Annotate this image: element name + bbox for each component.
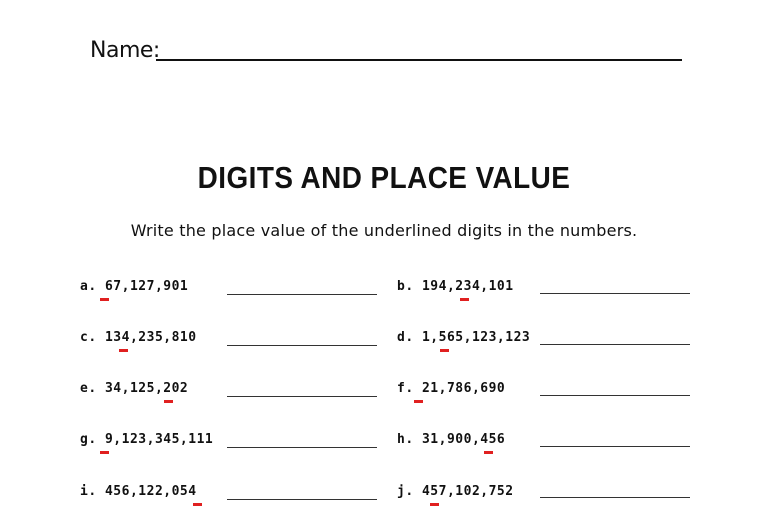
answer-line-e[interactable] [227,396,377,397]
underline-mark [484,451,493,454]
underline-mark [460,298,469,301]
answer-line-h[interactable] [540,446,690,447]
answer-line-c[interactable] [227,345,377,346]
name-label: Name: [90,38,160,63]
underline-mark [119,349,128,352]
instructions: Write the place value of the underlined digits in the numbers. [130,221,638,240]
problem-f-text: f. 21,786,690 [397,381,506,396]
problem-h-text: h. 31,900,456 [397,432,506,447]
answer-line-j[interactable] [540,497,690,498]
problem-g-text: g. 9,123,345,111 [80,432,214,447]
problem-j-text: j. 457,102,752 [397,484,514,499]
problem-e-text: e. 34,125,202 [80,381,189,396]
underline-mark [440,349,449,352]
name-field [90,38,682,68]
underline-mark [430,503,439,506]
problem-d-text: d. 1,565,123,123 [397,330,531,345]
answer-line-f[interactable] [540,395,690,396]
problem-a-text: a. 67,127,901 [80,279,189,294]
name-line [156,59,682,61]
answer-line-i[interactable] [227,499,377,500]
answer-line-b[interactable] [540,293,690,294]
answer-line-g[interactable] [227,447,377,448]
underline-mark [164,400,173,403]
underline-mark [100,451,109,454]
problem-i-text: i. 456,122,054 [80,484,197,499]
answer-line-d[interactable] [540,344,690,345]
underline-mark [100,298,109,301]
problem-b-text: b. 194,234,101 [397,279,514,294]
worksheet-title: DIGITS AND PLACE VALUE [197,160,571,195]
underline-mark [193,503,202,506]
answer-line-a[interactable] [227,294,377,295]
underline-mark [414,400,423,403]
problem-c-text: c. 134,235,810 [80,330,197,345]
